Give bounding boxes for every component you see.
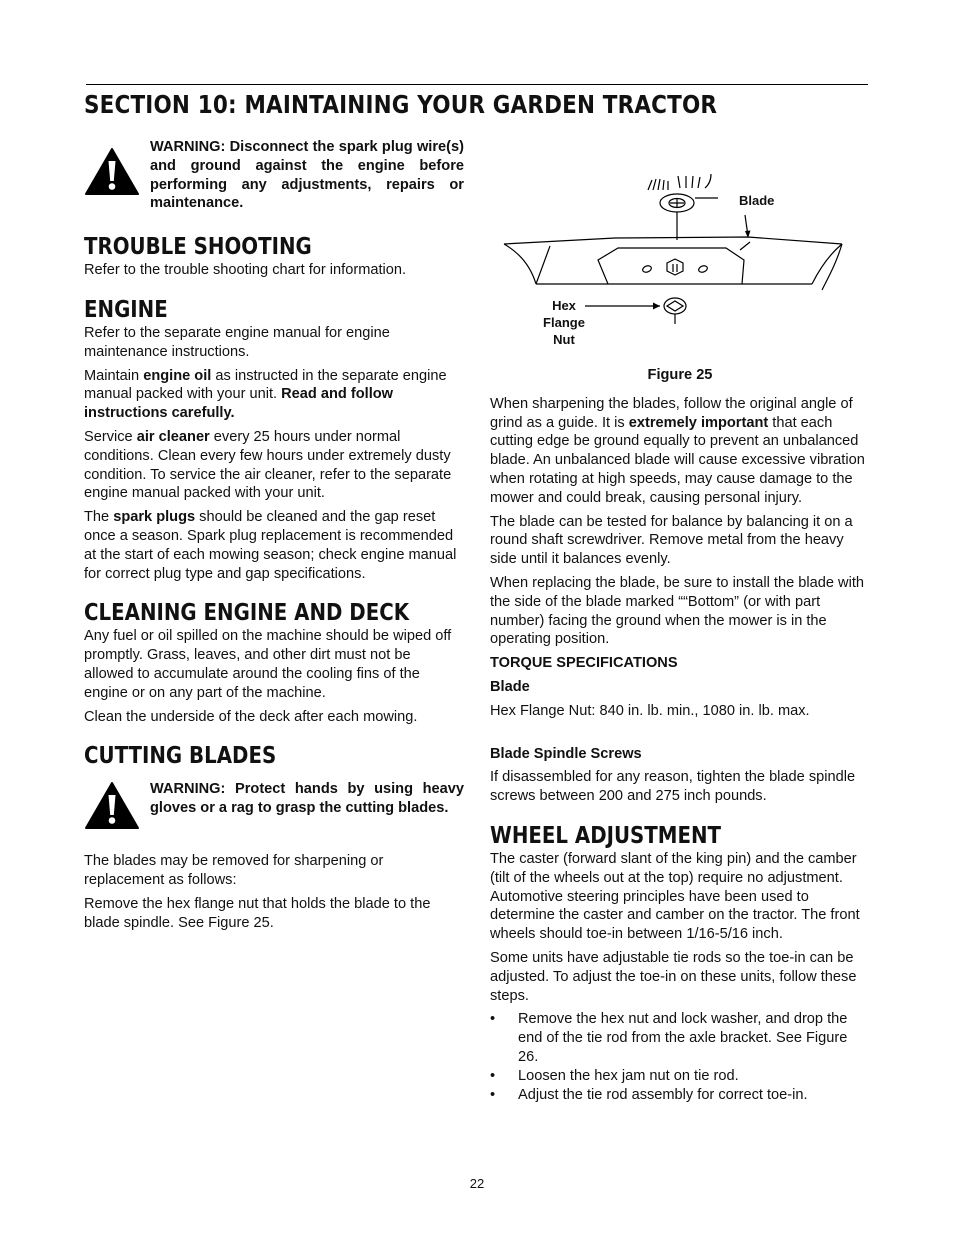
label-line: Nut bbox=[553, 332, 575, 347]
spindle-heading: Blade Spindle Screws bbox=[490, 745, 642, 762]
warning-triangle-icon bbox=[84, 780, 140, 830]
text: as instructed in the separate engine manual packed with your unit. bbox=[84, 367, 447, 403]
left-column bbox=[84, 138, 464, 938]
list-item: • Loosen the hex jam nut on tie rod. bbox=[490, 1067, 870, 1086]
text: When sharpening the blades, follow the original angle of grind as a guide. It is bbox=[490, 395, 853, 431]
spark-plugs-paragraph bbox=[84, 508, 464, 583]
text: Maintain bbox=[84, 367, 144, 384]
replace-paragraph: When replacing the blade, be sure to install the blade with the side of the blade marked ““Bottom” (or with part number) facing the ground when the mower is in the operating position. bbox=[490, 574, 864, 648]
list-item: • Remove the hex nut and lock washer, and drop the end of the tie rod from the axle bracket. See Figure 26. bbox=[490, 1010, 870, 1066]
label-blade: Blade bbox=[739, 193, 775, 208]
trouble-shooting-heading: TROUBLE SHOOTING bbox=[84, 234, 312, 261]
wheel-paragraph: Some units have adjustable tie rods so the toe-in can be adjusted. To adjust the toe-in on these units, follow these steps. bbox=[490, 949, 857, 1004]
figure-caption: Figure 25 bbox=[647, 367, 713, 383]
bold-text: air cleaner bbox=[136, 428, 210, 445]
cleaning-paragraph: Any fuel or oil spilled on the machine should be wiped off promptly. Grass, leaves, and other dirt must not be allowed to accumulate around the cooling fins of the engine or on any part of the machine. bbox=[84, 628, 452, 701]
torque-heading: TORQUE SPECIFICATIONS bbox=[490, 655, 678, 672]
cleaning-paragraph: Clean the underside of the deck after each mowing. bbox=[84, 708, 418, 725]
torque-blade-subheading: Blade bbox=[490, 678, 530, 695]
sharpening-paragraph bbox=[490, 395, 870, 508]
label-line: Flange bbox=[543, 315, 585, 330]
text: Service bbox=[84, 428, 137, 445]
top-rule bbox=[86, 84, 868, 85]
cutting-blades-heading: CUTTING BLADES bbox=[84, 743, 277, 770]
balance-paragraph: The blade can be tested for balance by balancing it on a round shaft screwdriver. Remove metal from the heavy side until it balances evenly. bbox=[490, 513, 853, 568]
engine-heading: ENGINE bbox=[84, 296, 168, 323]
text: should be cleaned and the gap reset once a season. Spark plug replacement is recommended at the start of each mowing season; check engine manual for correct plug type and gap specifications. bbox=[84, 509, 457, 582]
warning-text: WARNING: Disconnect the spark plug wire(s) and ground against the engine before performing any adjustments, repairs or maintenance. bbox=[150, 139, 464, 212]
text: every 25 hours under normal conditions. Clean every few hours under extremely dusty condition. To service the air cleaner, refer to the separate engine manual packed with your unit. bbox=[84, 428, 452, 502]
steps-list bbox=[490, 1010, 870, 1104]
cleaning-heading: CLEANING ENGINE AND DECK bbox=[84, 600, 410, 627]
engine-paragraph: Refer to the separate engine manual for engine maintenance instructions. bbox=[84, 324, 390, 360]
wheel-paragraph: The caster (forward slant of the king pin) and the camber (tilt of the wheels out at the top) require no adjustment. Automotive steering principles have been used to determine the caster and camber on the tractor. The front wheels should toe-in between 1/16-5/16 inch. bbox=[490, 850, 860, 943]
text: The bbox=[84, 509, 114, 526]
bold-text: Read and follow instructions carefully. bbox=[84, 386, 394, 422]
figure-25 bbox=[490, 160, 870, 360]
torque-hex-text: Hex Flange Nut: 840 in. lb. min., 1080 in. lb. max. bbox=[490, 702, 810, 719]
list-item: • Adjust the tie rod assembly for correct toe-in. bbox=[490, 1086, 870, 1105]
warning-block bbox=[84, 138, 464, 213]
bold-text: extremely important bbox=[628, 414, 769, 431]
trouble-shooting-text: Refer to the trouble shooting chart for information. bbox=[84, 262, 407, 279]
label-hex-flange-nut bbox=[534, 297, 594, 348]
warning-triangle-icon bbox=[84, 146, 140, 196]
bold-text: engine oil bbox=[143, 367, 212, 384]
right-column bbox=[490, 160, 870, 1104]
text: that each cutting edge be ground equally to prevent an unbalanced blade. An unbalanced blade will cause excessive vibration when rotating at high speeds, may cause damage to the mower and could break, causing personal injury. bbox=[490, 414, 865, 506]
label-line: Hex bbox=[552, 298, 576, 313]
warning-block bbox=[84, 780, 464, 830]
page-number: 22 bbox=[469, 1176, 485, 1191]
engine-oil-paragraph bbox=[84, 367, 464, 423]
blades-paragraph: The blades may be removed for sharpening or replacement as follows: bbox=[84, 853, 384, 889]
warning-text: WARNING: Protect hands by using heavy gloves or a rag to grasp the cutting blades. bbox=[150, 781, 464, 817]
bold-text: spark plugs bbox=[113, 509, 196, 526]
wheel-adjustment-heading: WHEEL ADJUSTMENT bbox=[490, 822, 722, 849]
air-cleaner-paragraph bbox=[84, 428, 464, 503]
page-title: SECTION 10: MAINTAINING YOUR GARDEN TRACTOR bbox=[84, 90, 718, 119]
blades-paragraph: Remove the hex flange nut that holds the blade to the blade spindle. See Figure 25. bbox=[84, 895, 431, 931]
spindle-text: If disassembled for any reason, tighten the blade spindle screws between 200 and 275 inch pounds. bbox=[490, 769, 856, 805]
